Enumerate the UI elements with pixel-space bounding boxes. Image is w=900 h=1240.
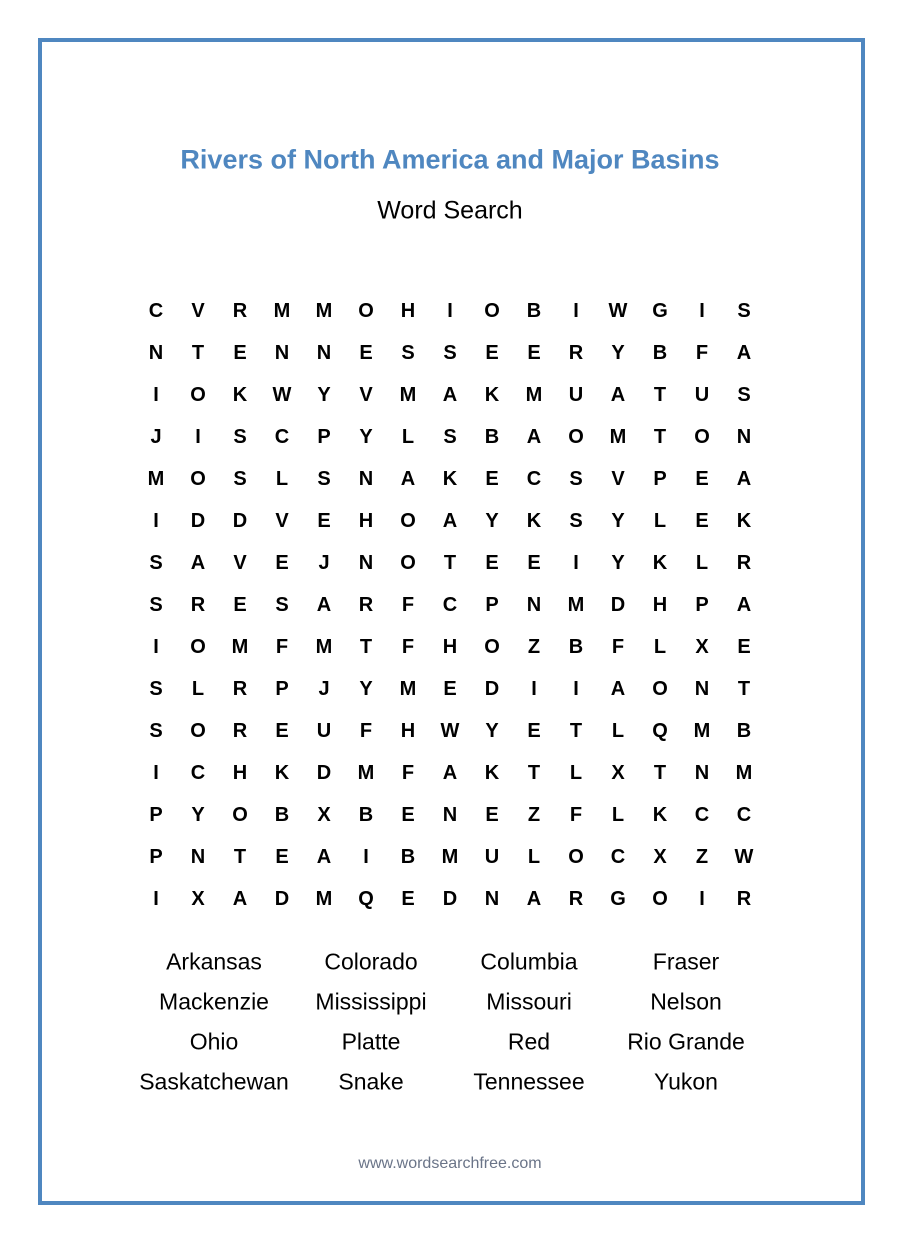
grid-letter: N xyxy=(274,341,290,364)
grid-letter: S xyxy=(149,677,163,700)
grid-letter: D xyxy=(316,761,332,784)
grid-letter: W xyxy=(440,719,460,742)
grid-letter: C xyxy=(610,845,626,868)
grid-letter: W xyxy=(734,845,754,868)
grid-letter: R xyxy=(232,299,248,322)
grid-letter: R xyxy=(190,593,206,616)
grid-letter: L xyxy=(653,635,667,658)
grid-letter: M xyxy=(231,635,249,658)
grid-letter: A xyxy=(232,887,248,910)
grid-letter: S xyxy=(737,383,751,406)
grid-letter: I xyxy=(153,383,159,406)
grid-letter: H xyxy=(358,509,374,532)
word-list-item: Saskatchewan xyxy=(139,1068,289,1095)
grid-letter: M xyxy=(399,677,417,700)
grid-letter: M xyxy=(315,887,333,910)
grid-letter: I xyxy=(699,299,705,322)
grid-letter: P xyxy=(695,593,709,616)
grid-letter: E xyxy=(695,509,709,532)
grid-letter: R xyxy=(232,719,248,742)
grid-letter: A xyxy=(736,341,752,364)
grid-letter: R xyxy=(736,887,752,910)
page-subtitle: Word Search xyxy=(377,196,523,225)
grid-letter: E xyxy=(275,845,289,868)
grid-letter: F xyxy=(359,719,373,742)
grid-letter: U xyxy=(568,383,584,406)
grid-letter: K xyxy=(652,803,668,826)
grid-letter: H xyxy=(652,593,668,616)
grid-letter: W xyxy=(272,383,292,406)
grid-letter: S xyxy=(443,341,457,364)
grid-letter: C xyxy=(274,425,290,448)
grid-letter: I xyxy=(573,677,579,700)
word-list-item: Arkansas xyxy=(166,948,262,975)
grid-letter: T xyxy=(569,719,583,742)
grid-letter: E xyxy=(233,593,247,616)
grid-letter: N xyxy=(484,887,500,910)
grid-letter: M xyxy=(441,845,459,868)
grid-letter: F xyxy=(695,341,709,364)
grid-letter: M xyxy=(735,761,753,784)
grid-letter: O xyxy=(358,299,374,322)
grid-letter: D xyxy=(442,887,458,910)
grid-letter: N xyxy=(526,593,542,616)
grid-letter: K xyxy=(274,761,290,784)
grid-letter: S xyxy=(443,425,457,448)
grid-letter: A xyxy=(736,593,752,616)
grid-letter: L xyxy=(611,719,625,742)
grid-letter: K xyxy=(526,509,542,532)
grid-letter: E xyxy=(275,719,289,742)
grid-letter: I xyxy=(573,551,579,574)
grid-letter: R xyxy=(232,677,248,700)
grid-letter: C xyxy=(442,593,458,616)
grid-letter: M xyxy=(315,299,333,322)
grid-letter: K xyxy=(484,383,500,406)
grid-letter: X xyxy=(317,803,331,826)
grid-letter: I xyxy=(447,299,453,322)
grid-letter: V xyxy=(359,383,373,406)
grid-letter: N xyxy=(694,761,710,784)
grid-letter: E xyxy=(485,341,499,364)
grid-letter: R xyxy=(736,551,752,574)
grid-letter: Z xyxy=(527,803,541,826)
grid-letter: Z xyxy=(527,635,541,658)
grid-letter: H xyxy=(400,719,416,742)
grid-letter: V xyxy=(233,551,247,574)
grid-letter: Y xyxy=(485,719,499,742)
word-list-item: Mackenzie xyxy=(159,988,269,1015)
grid-letter: N xyxy=(316,341,332,364)
grid-letter: P xyxy=(653,467,667,490)
grid-letter: K xyxy=(736,509,752,532)
grid-letter: O xyxy=(232,803,248,826)
grid-letter: U xyxy=(694,383,710,406)
grid-letter: R xyxy=(568,341,584,364)
grid-letter: R xyxy=(358,593,374,616)
grid-letter: N xyxy=(736,425,752,448)
grid-letter: F xyxy=(401,593,415,616)
grid-letter: J xyxy=(318,677,330,700)
grid-letter: L xyxy=(569,761,583,784)
grid-letter: F xyxy=(401,761,415,784)
grid-letter: A xyxy=(610,383,626,406)
grid-letter: H xyxy=(400,299,416,322)
grid-letter: S xyxy=(149,593,163,616)
grid-letter: N xyxy=(442,803,458,826)
grid-letter: X xyxy=(653,845,667,868)
grid-letter: Y xyxy=(611,341,625,364)
grid-letter: D xyxy=(484,677,500,700)
grid-letter: Y xyxy=(611,509,625,532)
grid-letter: V xyxy=(275,509,289,532)
grid-letter: A xyxy=(736,467,752,490)
grid-letter: D xyxy=(232,509,248,532)
grid-letter: V xyxy=(191,299,205,322)
word-list-item: Ohio xyxy=(189,1028,239,1055)
grid-letter: F xyxy=(569,803,583,826)
grid-letter: F xyxy=(401,635,415,658)
grid-letter: O xyxy=(652,887,668,910)
grid-letter: A xyxy=(442,383,458,406)
grid-letter: E xyxy=(485,551,499,574)
grid-letter: L xyxy=(191,677,205,700)
grid-letter: W xyxy=(608,299,628,322)
word-list-item: Platte xyxy=(341,1028,401,1055)
grid-letter: M xyxy=(147,467,165,490)
grid-letter: U xyxy=(316,719,332,742)
footer-url: www.wordsearchfree.com xyxy=(358,1155,542,1172)
grid-letter: P xyxy=(275,677,289,700)
grid-letter: Y xyxy=(359,677,373,700)
grid-letter: H xyxy=(232,761,248,784)
grid-letter: T xyxy=(233,845,247,868)
grid-letter: E xyxy=(233,341,247,364)
grid-letter: E xyxy=(359,341,373,364)
grid-letter: I xyxy=(195,425,201,448)
grid-letter: A xyxy=(316,845,332,868)
grid-letter: C xyxy=(526,467,542,490)
grid-letter: Q xyxy=(652,719,668,742)
grid-letter: I xyxy=(573,299,579,322)
grid-letter: O xyxy=(568,845,584,868)
grid-letter: Y xyxy=(485,509,499,532)
grid-letter: A xyxy=(442,761,458,784)
grid-letter: C xyxy=(694,803,710,826)
grid-letter: S xyxy=(233,425,247,448)
grid-letter: D xyxy=(610,593,626,616)
grid-letter: E xyxy=(527,341,541,364)
grid-letter: P xyxy=(149,845,163,868)
grid-letter: A xyxy=(316,593,332,616)
grid-letter: N xyxy=(190,845,206,868)
grid-letter: O xyxy=(400,551,416,574)
grid-letter: E xyxy=(317,509,331,532)
grid-letter: B xyxy=(568,635,584,658)
grid-letter: E xyxy=(737,635,751,658)
grid-letter: E xyxy=(695,467,709,490)
grid-letter: Y xyxy=(191,803,205,826)
grid-letter: L xyxy=(653,509,667,532)
grid-letter: D xyxy=(190,509,206,532)
grid-letter: C xyxy=(736,803,752,826)
grid-letter: S xyxy=(401,341,415,364)
grid-letter: A xyxy=(400,467,416,490)
grid-letter: L xyxy=(401,425,415,448)
grid-letter: A xyxy=(610,677,626,700)
grid-letter: B xyxy=(274,803,290,826)
grid-letter: B xyxy=(484,425,500,448)
grid-letter: Y xyxy=(359,425,373,448)
grid-letter: I xyxy=(153,887,159,910)
grid-letter: X xyxy=(695,635,709,658)
grid-letter: I xyxy=(531,677,537,700)
grid-letter: A xyxy=(526,887,542,910)
grid-letter: M xyxy=(609,425,627,448)
grid-letter: L xyxy=(611,803,625,826)
grid-letter: P xyxy=(317,425,331,448)
grid-letter: M xyxy=(525,383,543,406)
grid-letter: L xyxy=(527,845,541,868)
grid-letter: X xyxy=(191,887,205,910)
grid-letter: E xyxy=(527,719,541,742)
grid-letter: K xyxy=(652,551,668,574)
grid-letter: O xyxy=(190,635,206,658)
grid-letter: K xyxy=(232,383,248,406)
grid-letter: E xyxy=(485,467,499,490)
grid-letter: O xyxy=(484,299,500,322)
grid-letter: N xyxy=(694,677,710,700)
grid-letter: T xyxy=(359,635,373,658)
grid-letter: Y xyxy=(317,383,331,406)
grid-letter: U xyxy=(484,845,500,868)
grid-letter: T xyxy=(737,677,751,700)
grid-letter: M xyxy=(567,593,585,616)
word-list-item: Yukon xyxy=(654,1068,718,1095)
grid-letter: O xyxy=(568,425,584,448)
grid-letter: B xyxy=(526,299,542,322)
grid-letter: N xyxy=(148,341,164,364)
grid-letter: E xyxy=(275,551,289,574)
grid-letter: J xyxy=(318,551,330,574)
grid-letter: T xyxy=(443,551,457,574)
grid-letter: E xyxy=(401,803,415,826)
grid-letter: P xyxy=(149,803,163,826)
grid-letter: K xyxy=(484,761,500,784)
grid-letter: I xyxy=(699,887,705,910)
grid-letter: T xyxy=(527,761,541,784)
grid-letter: X xyxy=(611,761,625,784)
grid-letter: Q xyxy=(358,887,374,910)
word-list-item: Colorado xyxy=(324,948,418,975)
grid-letter: M xyxy=(315,635,333,658)
grid-letter: N xyxy=(358,467,374,490)
grid-letter: R xyxy=(568,887,584,910)
grid-letter: O xyxy=(190,719,206,742)
page-title: Rivers of North America and Major Basins xyxy=(180,144,720,175)
grid-letter: O xyxy=(400,509,416,532)
word-list-item: Mississippi xyxy=(315,988,427,1015)
word-list-item: Tennessee xyxy=(473,1068,585,1095)
grid-letter: J xyxy=(150,425,162,448)
grid-letter: E xyxy=(527,551,541,574)
grid-letter: V xyxy=(611,467,625,490)
word-list-item: Missouri xyxy=(486,988,572,1015)
grid-letter: S xyxy=(233,467,247,490)
word-list-item: Fraser xyxy=(652,948,720,975)
grid-letter: Y xyxy=(611,551,625,574)
grid-letter: D xyxy=(274,887,290,910)
grid-letter: O xyxy=(190,383,206,406)
grid-letter: F xyxy=(611,635,625,658)
word-list-item: Red xyxy=(507,1028,551,1055)
grid-letter: E xyxy=(443,677,457,700)
grid-letter: T xyxy=(191,341,205,364)
grid-letter: M xyxy=(357,761,375,784)
grid-letter: I xyxy=(363,845,369,868)
grid-letter: I xyxy=(153,509,159,532)
grid-letter: O xyxy=(190,467,206,490)
grid-letter: N xyxy=(358,551,374,574)
grid-letter: T xyxy=(653,761,667,784)
word-list-item: Rio Grande xyxy=(627,1028,745,1055)
word-list-item: Snake xyxy=(338,1068,404,1095)
word-list-item: Nelson xyxy=(650,988,722,1015)
grid-letter: A xyxy=(526,425,542,448)
grid-letter: K xyxy=(442,467,458,490)
grid-letter: S xyxy=(275,593,289,616)
grid-letter: M xyxy=(693,719,711,742)
grid-letter: E xyxy=(485,803,499,826)
grid-letter: C xyxy=(148,299,164,322)
grid-letter: I xyxy=(153,635,159,658)
grid-letter: T xyxy=(653,383,667,406)
grid-letter: B xyxy=(652,341,668,364)
word-list-item: Columbia xyxy=(480,948,578,975)
grid-letter: B xyxy=(736,719,752,742)
grid-letter: O xyxy=(694,425,710,448)
grid-letter: P xyxy=(485,593,499,616)
grid-letter: O xyxy=(484,635,500,658)
grid-letter: S xyxy=(149,551,163,574)
grid-letter: I xyxy=(153,761,159,784)
grid-letter: B xyxy=(358,803,374,826)
grid-letter: S xyxy=(569,467,583,490)
grid-letter: M xyxy=(399,383,417,406)
grid-letter: E xyxy=(401,887,415,910)
grid-letter: S xyxy=(569,509,583,532)
grid-letter: H xyxy=(442,635,458,658)
grid-letter: B xyxy=(400,845,416,868)
grid-letter: Z xyxy=(695,845,709,868)
grid-letter: A xyxy=(190,551,206,574)
grid-letter: O xyxy=(652,677,668,700)
letter-grid xyxy=(135,290,765,920)
grid-letter: G xyxy=(610,887,626,910)
grid-letter: L xyxy=(695,551,709,574)
grid-letter: S xyxy=(737,299,751,322)
grid-letter: F xyxy=(275,635,289,658)
grid-letter: S xyxy=(149,719,163,742)
grid-letter: L xyxy=(275,467,289,490)
grid-letter: T xyxy=(653,425,667,448)
grid-letter: C xyxy=(190,761,206,784)
grid-letter: S xyxy=(317,467,331,490)
grid-letter: A xyxy=(442,509,458,532)
grid-letter: M xyxy=(273,299,291,322)
grid-letter: G xyxy=(652,299,668,322)
